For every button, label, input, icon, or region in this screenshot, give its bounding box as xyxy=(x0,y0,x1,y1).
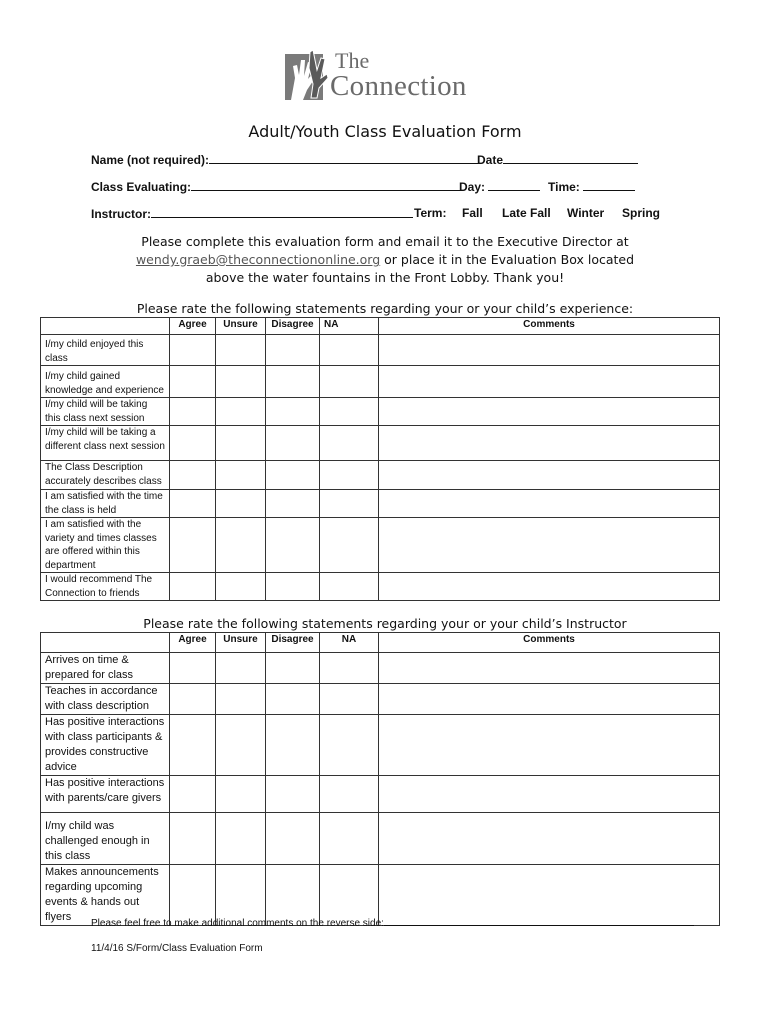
statement-label: I/my child gained knowledge and experience xyxy=(41,366,170,398)
agree-cell[interactable] xyxy=(170,684,216,715)
agree-cell[interactable] xyxy=(170,398,216,426)
additional-comments-label: Please feel free to make additional comments on the reverse side: xyxy=(91,918,384,929)
form-id: 11/4/16 S/Form/Class Evaluation Form xyxy=(91,943,263,954)
class-input-line[interactable] xyxy=(191,179,461,191)
corner-cell xyxy=(41,633,170,653)
section2-heading: Please rate the following statements regarding your or your child’s Instructor xyxy=(143,616,627,631)
agree-cell[interactable] xyxy=(170,461,216,490)
unsure-cell[interactable] xyxy=(216,684,266,715)
time-field-row xyxy=(548,179,635,194)
comments-cell[interactable] xyxy=(379,461,720,490)
term-label: Term: xyxy=(414,206,447,220)
unsure-cell[interactable] xyxy=(216,653,266,684)
agree-cell[interactable] xyxy=(170,776,216,813)
day-label: Day: xyxy=(459,180,489,194)
comments-cell[interactable] xyxy=(379,684,720,715)
instructor-field-row xyxy=(91,206,413,221)
na-cell[interactable] xyxy=(320,813,379,865)
connection-logo xyxy=(283,48,488,106)
name-field-row xyxy=(91,152,481,167)
term-option-late-fall[interactable]: Late Fall xyxy=(502,206,551,220)
statement-label: The Class Description accurately describes class xyxy=(41,461,170,490)
unsure-cell[interactable] xyxy=(216,366,266,398)
email-link[interactable]: wendy.graeb@theconnectiononline.org xyxy=(135,252,381,267)
na-cell[interactable] xyxy=(320,573,379,601)
col-comments: Comments xyxy=(379,318,720,335)
term-option-fall[interactable]: Fall xyxy=(462,206,483,220)
disagree-cell[interactable] xyxy=(266,366,320,398)
date-input-line[interactable] xyxy=(503,152,638,164)
experience-rating-table xyxy=(40,317,720,601)
name-input-line[interactable] xyxy=(209,152,481,164)
col-comments: Comments xyxy=(379,633,720,653)
instructions-line-3: above the water fountains in the Front Lobby. Thank you! xyxy=(205,270,565,285)
agree-cell[interactable] xyxy=(170,490,216,518)
col-unsure: Unsure xyxy=(216,633,266,653)
statement-label: I am satisfied with the time the class is held xyxy=(41,490,170,518)
additional-comments-line[interactable] xyxy=(384,916,694,926)
instructions-line-2 xyxy=(0,251,770,269)
na-cell[interactable] xyxy=(320,490,379,518)
statement-label: I/my child enjoyed this class xyxy=(41,335,170,366)
date-label: Date xyxy=(477,153,504,167)
unsure-cell[interactable] xyxy=(216,490,266,518)
col-disagree: Disagree xyxy=(266,633,320,653)
unsure-cell[interactable] xyxy=(216,813,266,865)
disagree-cell[interactable] xyxy=(266,653,320,684)
corner-cell xyxy=(41,318,170,335)
name-label: Name (not required): xyxy=(91,153,210,167)
comments-cell[interactable] xyxy=(379,813,720,865)
agree-cell[interactable] xyxy=(170,715,216,776)
disagree-cell[interactable] xyxy=(266,518,320,573)
na-cell[interactable] xyxy=(320,461,379,490)
logo-word-connection: Connection xyxy=(330,70,467,102)
hands-logo-icon xyxy=(283,48,329,104)
term-option-spring[interactable]: Spring xyxy=(622,206,660,220)
agree-cell[interactable] xyxy=(170,813,216,865)
statement-label: Teaches in accordance with class description xyxy=(41,684,170,715)
agree-cell[interactable] xyxy=(170,653,216,684)
additional-comments-row xyxy=(91,916,694,929)
instructions-line-2-rest: or place it in the Evaluation Box located xyxy=(380,252,635,267)
statement-label: Arrives on time & prepared for class xyxy=(41,653,170,684)
na-cell[interactable] xyxy=(320,684,379,715)
disagree-cell[interactable] xyxy=(266,490,320,518)
disagree-cell[interactable] xyxy=(266,813,320,865)
term-option-winter[interactable]: Winter xyxy=(567,206,605,220)
page-title: Adult/Youth Class Evaluation Form xyxy=(248,122,522,141)
comments-cell[interactable] xyxy=(379,398,720,426)
comments-cell[interactable] xyxy=(379,573,720,601)
disagree-cell[interactable] xyxy=(266,715,320,776)
statement-label: Makes announcements regarding upcoming events & hands out flyers xyxy=(41,865,170,926)
unsure-cell[interactable] xyxy=(216,398,266,426)
unsure-cell[interactable] xyxy=(216,461,266,490)
na-cell[interactable] xyxy=(320,335,379,366)
unsure-cell[interactable] xyxy=(216,573,266,601)
statement-label: Has positive interactions with class participants & provides constructive advice xyxy=(41,715,170,776)
time-label: Time: xyxy=(548,180,584,194)
statement-label: I would recommend The Connection to friends xyxy=(41,573,170,601)
disagree-cell[interactable] xyxy=(266,776,320,813)
disagree-cell[interactable] xyxy=(266,426,320,461)
na-cell[interactable] xyxy=(320,398,379,426)
time-input-line[interactable] xyxy=(583,179,635,191)
statement-label: I/my child will be taking a different class next session xyxy=(41,426,170,461)
na-cell[interactable] xyxy=(320,715,379,776)
statement-label: Has positive interactions with parents/care givers xyxy=(41,776,170,813)
col-na: NA xyxy=(320,633,379,653)
comments-cell[interactable] xyxy=(379,366,720,398)
agree-cell[interactable] xyxy=(170,573,216,601)
date-field-row xyxy=(477,152,638,167)
comments-cell[interactable] xyxy=(379,715,720,776)
comments-cell[interactable] xyxy=(379,776,720,813)
comments-cell[interactable] xyxy=(379,518,720,573)
disagree-cell[interactable] xyxy=(266,684,320,715)
na-cell[interactable] xyxy=(320,426,379,461)
instructions-line-1: Please complete this evaluation form and email it to the Executive Director at xyxy=(141,234,629,249)
comments-cell[interactable] xyxy=(379,426,720,461)
col-agree: Agree xyxy=(170,318,216,335)
agree-cell[interactable] xyxy=(170,426,216,461)
instructions xyxy=(0,233,770,287)
disagree-cell[interactable] xyxy=(266,461,320,490)
instructor-input-line[interactable] xyxy=(151,206,413,218)
section1-heading: Please rate the following statements regarding your or your child’s experience: xyxy=(136,301,634,316)
unsure-cell[interactable] xyxy=(216,335,266,366)
col-agree: Agree xyxy=(170,633,216,653)
agree-cell[interactable] xyxy=(170,335,216,366)
comments-cell[interactable] xyxy=(379,653,720,684)
logo-word-the: The xyxy=(335,48,370,73)
agree-cell[interactable] xyxy=(170,366,216,398)
col-disagree: Disagree xyxy=(266,318,320,335)
day-input-line[interactable] xyxy=(488,179,540,191)
agree-cell[interactable] xyxy=(170,518,216,573)
statement-label: I/my child was challenged enough in this class xyxy=(41,813,170,865)
class-label: Class Evaluating: xyxy=(91,180,192,194)
comments-cell[interactable] xyxy=(379,490,720,518)
comments-cell[interactable] xyxy=(379,335,720,366)
disagree-cell[interactable] xyxy=(266,335,320,366)
unsure-cell[interactable] xyxy=(216,715,266,776)
statement-label: I am satisfied with the variety and times classes are offered within this department xyxy=(41,518,170,573)
instructor-rating-table xyxy=(40,632,720,926)
na-cell[interactable] xyxy=(320,653,379,684)
disagree-cell[interactable] xyxy=(266,573,320,601)
statement-label: I/my child will be taking this class next session xyxy=(41,398,170,426)
na-cell[interactable] xyxy=(320,776,379,813)
disagree-cell[interactable] xyxy=(266,398,320,426)
unsure-cell[interactable] xyxy=(216,518,266,573)
class-field-row xyxy=(91,179,461,194)
instructor-label: Instructor: xyxy=(91,207,151,221)
unsure-cell[interactable] xyxy=(216,776,266,813)
na-cell[interactable] xyxy=(320,518,379,573)
col-unsure: Unsure xyxy=(216,318,266,335)
unsure-cell[interactable] xyxy=(216,426,266,461)
day-field-row xyxy=(459,179,540,194)
na-cell[interactable] xyxy=(320,366,379,398)
col-na: NA xyxy=(320,318,379,335)
